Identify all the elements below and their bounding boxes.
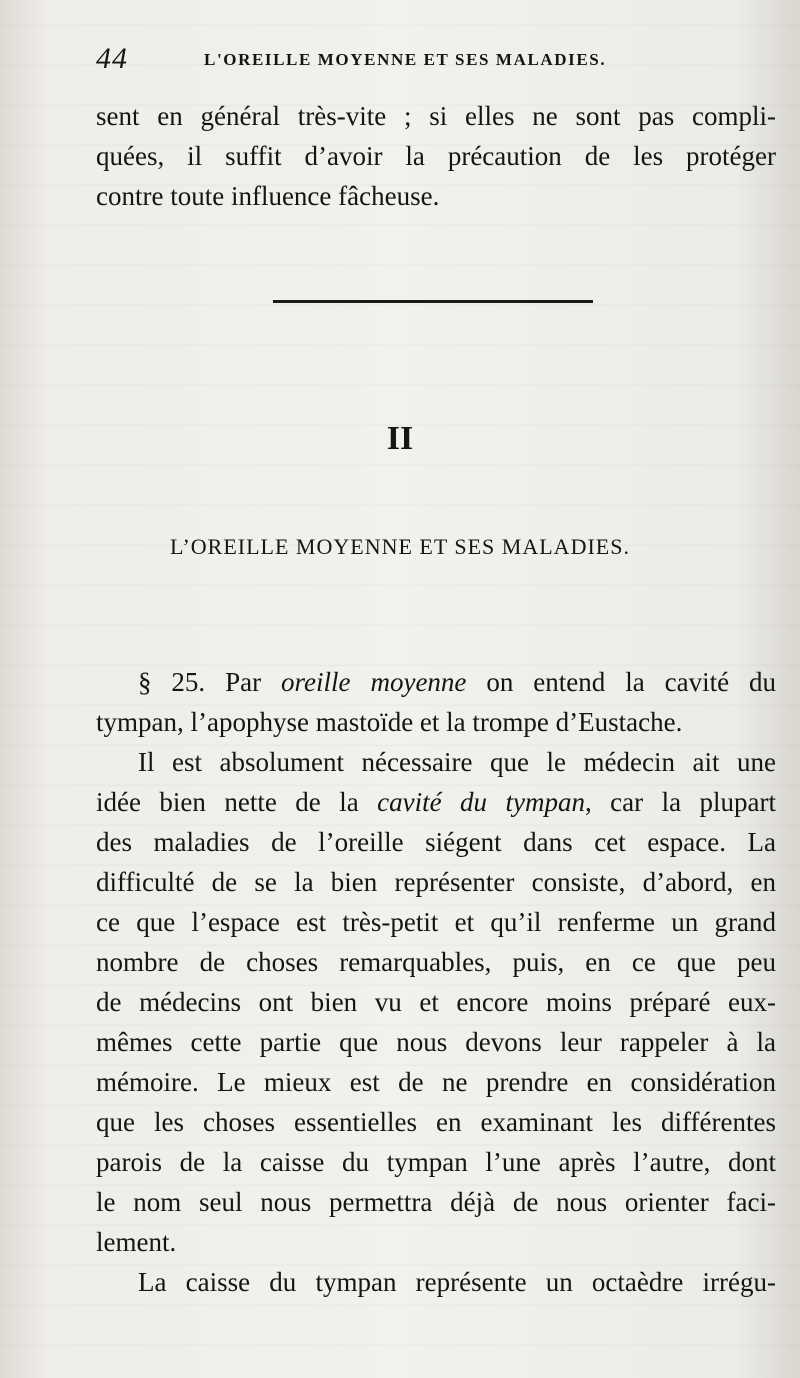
text-line: le nom seul nous permettra déjà de nous orienter faci- bbox=[96, 1187, 776, 1217]
text-line: ce que l’espace est très-petit et qu’il renferme un grand bbox=[96, 907, 776, 937]
text-line: mémoire. Le mieux est de ne prendre en considération bbox=[96, 1067, 776, 1097]
line-rest: on entend la cavité du bbox=[466, 667, 776, 697]
text-line: sent en général très-vite ; si elles ne sont pas compli- bbox=[96, 101, 776, 131]
text-line-with-italic bbox=[96, 782, 776, 822]
italic-term: cavité du tympan bbox=[377, 787, 585, 817]
section-divider bbox=[273, 300, 593, 303]
section-ref: § 25. Par bbox=[138, 667, 282, 697]
running-head: L'OREILLE MOYENNE ET SES MALADIES. bbox=[204, 50, 607, 69]
line-start: idée bien nette de la bbox=[96, 787, 378, 817]
text-line: lement. bbox=[96, 1227, 177, 1257]
text-line: de médecins ont bien vu et encore moins préparé eux- bbox=[96, 987, 776, 1017]
section-title: L’OREILLE MOYENNE ET SES MALADIES. bbox=[170, 534, 630, 559]
text-line: contre toute influence fâcheuse. bbox=[96, 181, 440, 211]
text-line: La caisse du tympan représente un octaèdre irrégu- bbox=[138, 1267, 776, 1297]
page-number: 44 bbox=[96, 42, 128, 75]
text-line: tympan, l’apophyse mastoïde et la trompe d’Eustache. bbox=[96, 707, 683, 737]
text-line: parois de la caisse du tympan l’une après l’autre, dont bbox=[96, 1147, 776, 1177]
paragraph-first-line bbox=[96, 662, 776, 702]
text-line: Il est absolument nécessaire que le médecin ait une bbox=[138, 747, 776, 777]
text-line: difficulté de se la bien représenter consiste, d’abord, en bbox=[96, 867, 776, 897]
text-line: des maladies de l’oreille siégent dans cet espace. La bbox=[96, 827, 776, 857]
text-line: nombre de choses remarquables, puis, en ce que peu bbox=[96, 947, 776, 977]
text-line: que les choses essentielles en examinant les différentes bbox=[96, 1107, 776, 1137]
section-numeral: II bbox=[386, 420, 414, 457]
page-header bbox=[96, 42, 776, 82]
text-line: quées, il suffit d’avoir la précaution de les protéger bbox=[96, 141, 776, 171]
italic-term: oreille moyenne bbox=[281, 667, 467, 697]
line-rest: , car la plupart bbox=[584, 787, 776, 817]
text-line: mêmes cette partie que nous devons leur rappeler à la bbox=[96, 1027, 776, 1057]
